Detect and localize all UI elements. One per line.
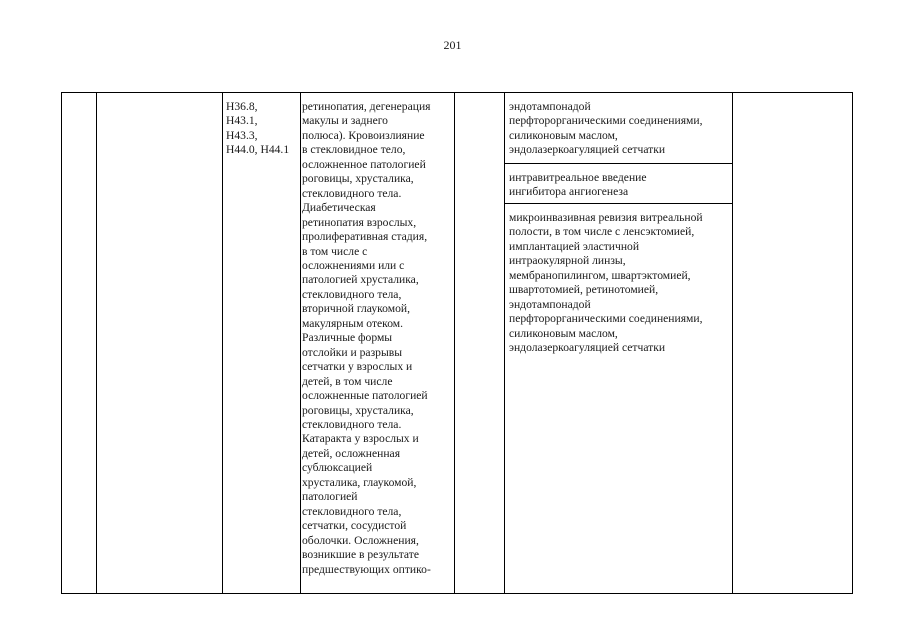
treatment-method-cell: микроинвазивная ревизия витреальной полости, в том числе с ленсэктомией, имплантацией эластичной интраокулярной линзы, мембранопилингом, швартэктомией, швартотомией, ретинотомией, эндотампонадой перфторорганическими соединениями, силиконовым маслом, эндолазеркоагуляцией сетчатки — [509, 211, 703, 355]
diagnosis-codes-cell: H36.8, H43.1, H43.3, H44.0, H44.1 — [226, 100, 290, 157]
column-divider — [504, 93, 505, 593]
column-divider — [300, 93, 301, 593]
procedures-table — [61, 92, 853, 594]
column-divider — [454, 93, 455, 593]
row-divider — [504, 163, 732, 164]
column-divider — [96, 93, 97, 593]
row-divider — [504, 203, 732, 204]
column-divider — [222, 93, 223, 593]
treatment-method-cell: эндотампонадой перфторорганическими соединениями, силиконовым маслом, эндолазеркоагуляцией сетчатки — [509, 100, 703, 157]
diagnosis-description-cell: ретинопатия, дегенерация макулы и заднего полюса). Кровоизлияние в стекловидное тело, осложненное патологией роговицы, хрусталика, стекловидного тела. Диабетическая ретинопатия взрослых, пролиферативная стадия, в том числе с осложнениями или с патологией хрусталика, стекловидного тела, вторичной глаукомой, макулярным отеком. Различные формы отслойки и разрывы сетчатки у взрослых и детей, в том числе осложненные патологией роговицы, хрусталика, стекловидного тела. Катаракта у взрослых и детей, осложненная сублюксацией хрусталика, глаукомой, патологией стекловидного тела, сетчатки, сосудистой оболочки. Осложнения, возникшие в результате предшествующих оптико- — [302, 100, 431, 576]
page-number: 201 — [443, 38, 462, 52]
treatment-method-cell: интравитреальное введение ингибитора ангиогенеза — [509, 171, 647, 199]
